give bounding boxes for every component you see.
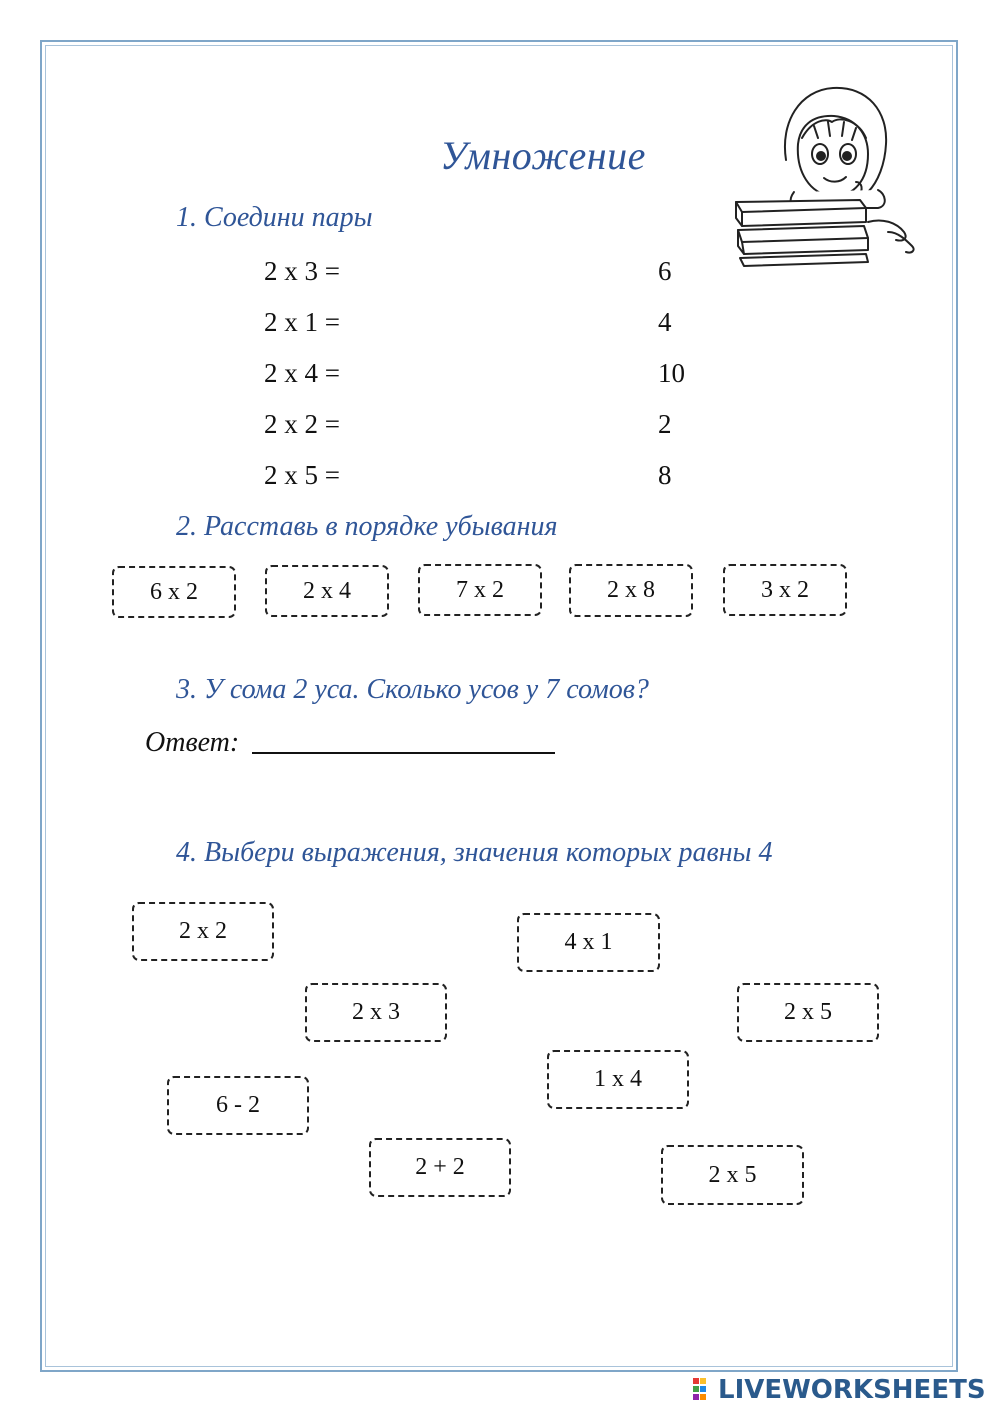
expression-card[interactable]: 2 + 2: [369, 1138, 511, 1197]
match-right-item[interactable]: 10: [658, 358, 685, 388]
expression-card[interactable]: 1 х 4: [547, 1050, 689, 1109]
expression-card[interactable]: 4 х 1: [517, 913, 660, 972]
match-left-item[interactable]: 2 х 4 =: [264, 358, 340, 388]
expression-card[interactable]: 2 х 5: [737, 983, 879, 1042]
order-card[interactable]: 3 х 2: [723, 564, 847, 616]
order-card[interactable]: 6 х 2: [112, 566, 236, 618]
task4-heading: 4. Выбери выражения, значения которых равны 4: [176, 837, 773, 868]
order-card[interactable]: 7 х 2: [418, 564, 542, 616]
order-card[interactable]: 2 х 4: [265, 565, 389, 617]
liveworksheets-brand: LIVEWORKSHEETS: [718, 1375, 986, 1405]
match-left-item[interactable]: 2 х 5 =: [264, 460, 340, 490]
task3-heading: 3. У сома 2 уса. Сколько усов у 7 сомов?: [176, 674, 649, 705]
masha-with-books-illustration: [728, 82, 923, 272]
match-left-item[interactable]: 2 х 1 =: [264, 307, 340, 337]
order-card[interactable]: 2 х 8: [569, 564, 693, 617]
match-right-item[interactable]: 2: [658, 409, 672, 439]
match-left-item[interactable]: 2 х 3 =: [264, 256, 340, 286]
answer-label: Ответ:: [145, 727, 240, 758]
match-left-item[interactable]: 2 х 2 =: [264, 409, 340, 439]
liveworksheets-footer: [692, 1374, 986, 1406]
task1-heading: 1. Соедини пары: [176, 202, 373, 233]
expression-card[interactable]: 2 х 5: [661, 1145, 804, 1205]
expression-card[interactable]: 6 - 2: [167, 1076, 309, 1135]
match-right-item[interactable]: 8: [658, 460, 672, 490]
page-title: Умножение: [440, 133, 646, 178]
task2-heading: 2. Расставь в порядке убывания: [176, 511, 558, 542]
answer-input-line[interactable]: [252, 752, 555, 754]
liveworksheets-logo-icon: [692, 1376, 714, 1404]
match-right-item[interactable]: 6: [658, 256, 672, 286]
expression-card[interactable]: 2 х 2: [132, 902, 274, 961]
expression-card[interactable]: 2 х 3: [305, 983, 447, 1042]
match-right-item[interactable]: 4: [658, 307, 672, 337]
